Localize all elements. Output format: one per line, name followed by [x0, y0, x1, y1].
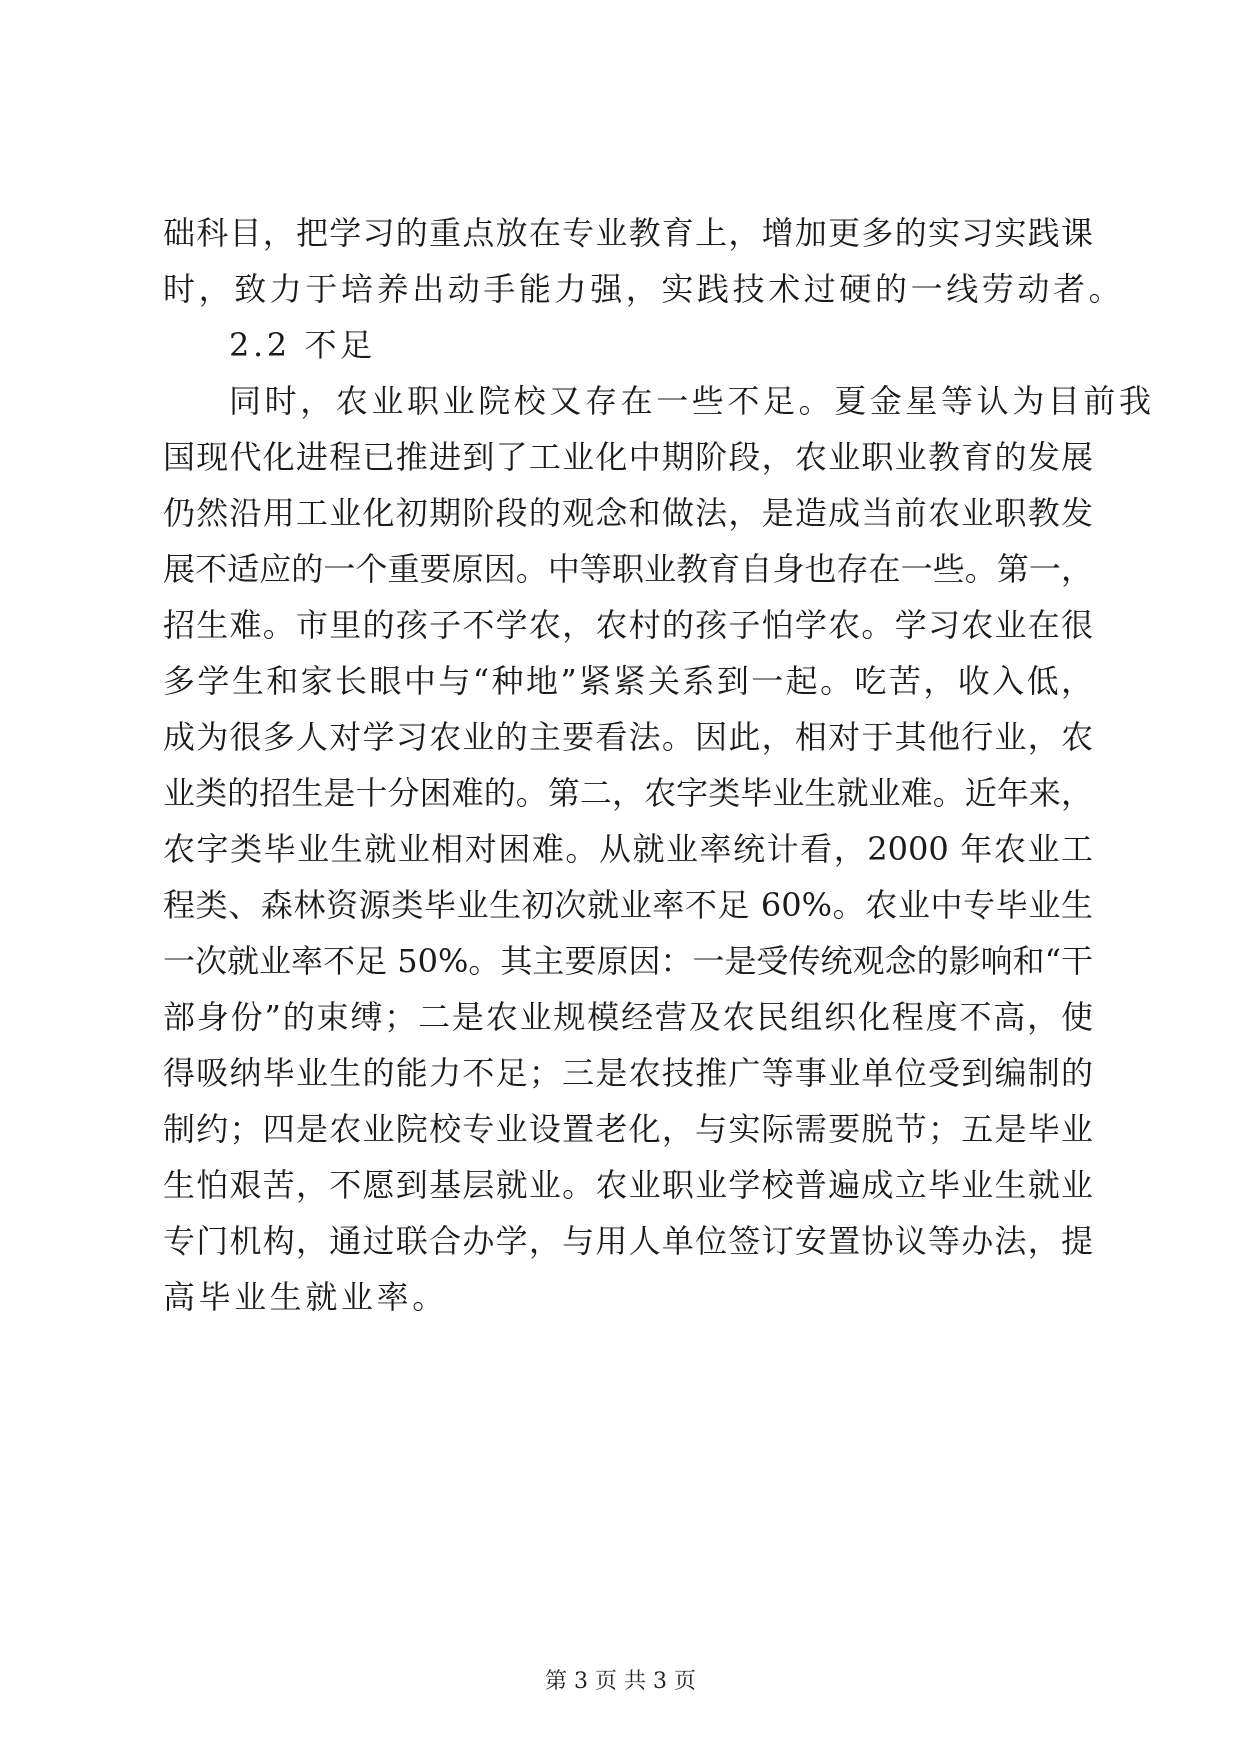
text-line: 时，致力于培养出动手能力强，实践技术过硬的一线劳动者。: [163, 270, 1125, 308]
text-line: 国现代化进程已推进到了工业化中期阶段，农业职业教育的发展: [163, 438, 1093, 476]
text-line: 展不适应的一个重要原因。中等职业教育自身也存在一些。第一，: [163, 550, 1093, 588]
text-line: 部身份”的束缚；二是农业规模经营及农民组织化程度不高，使: [163, 998, 1093, 1036]
text-line: 生怕艰苦，不愿到基层就业。农业职业学校普遍成立毕业生就业: [163, 1166, 1093, 1204]
text-line: 高毕业生就业率。: [163, 1278, 448, 1316]
section-heading: 2.2 不足: [229, 326, 376, 364]
text-line: 多学生和家长眼中与“种地”紧紧关系到一起。吃苦，收入低，: [163, 662, 1093, 700]
text-line: 得吸纳毕业生的能力不足；三是农技推广等事业单位受到编制的: [163, 1054, 1093, 1092]
text-line: 制约；四是农业院校专业设置老化，与实际需要脱节；五是毕业: [163, 1110, 1093, 1148]
text-line: 农字类毕业生就业相对困难。从就业率统计看，2000 年农业工: [163, 830, 1093, 868]
text-line: 同时，农业职业院校又存在一些不足。夏金星等认为目前我: [229, 382, 1155, 420]
text-line: 成为很多人对学习农业的主要看法。因此，相对于其他行业，农: [163, 718, 1093, 756]
body-text: [163, 205, 1155, 1325]
text-line: 础科目，把学习的重点放在专业教育上，增加更多的实习实践课: [163, 214, 1093, 252]
page-footer: 第 3 页 共 3 页: [545, 1669, 696, 1694]
text-line: 仍然沿用工业化初期阶段的观念和做法，是造成当前农业职教发: [163, 494, 1093, 532]
text-line: 一次就业率不足 50%。其主要原因：一是受传统观念的影响和“干: [163, 942, 1093, 980]
text-line: 招生难。市里的孩子不学农，农村的孩子怕学农。学习农业在很: [163, 606, 1093, 644]
text-line: 业类的招生是十分困难的。第二，农字类毕业生就业难。近年来，: [163, 774, 1093, 812]
text-line: 程类、森林资源类毕业生初次就业率不足 60%。农业中专毕业生: [163, 886, 1093, 924]
text-line: 专门机构，通过联合办学，与用人单位签订安置协议等办法，提: [163, 1222, 1093, 1260]
